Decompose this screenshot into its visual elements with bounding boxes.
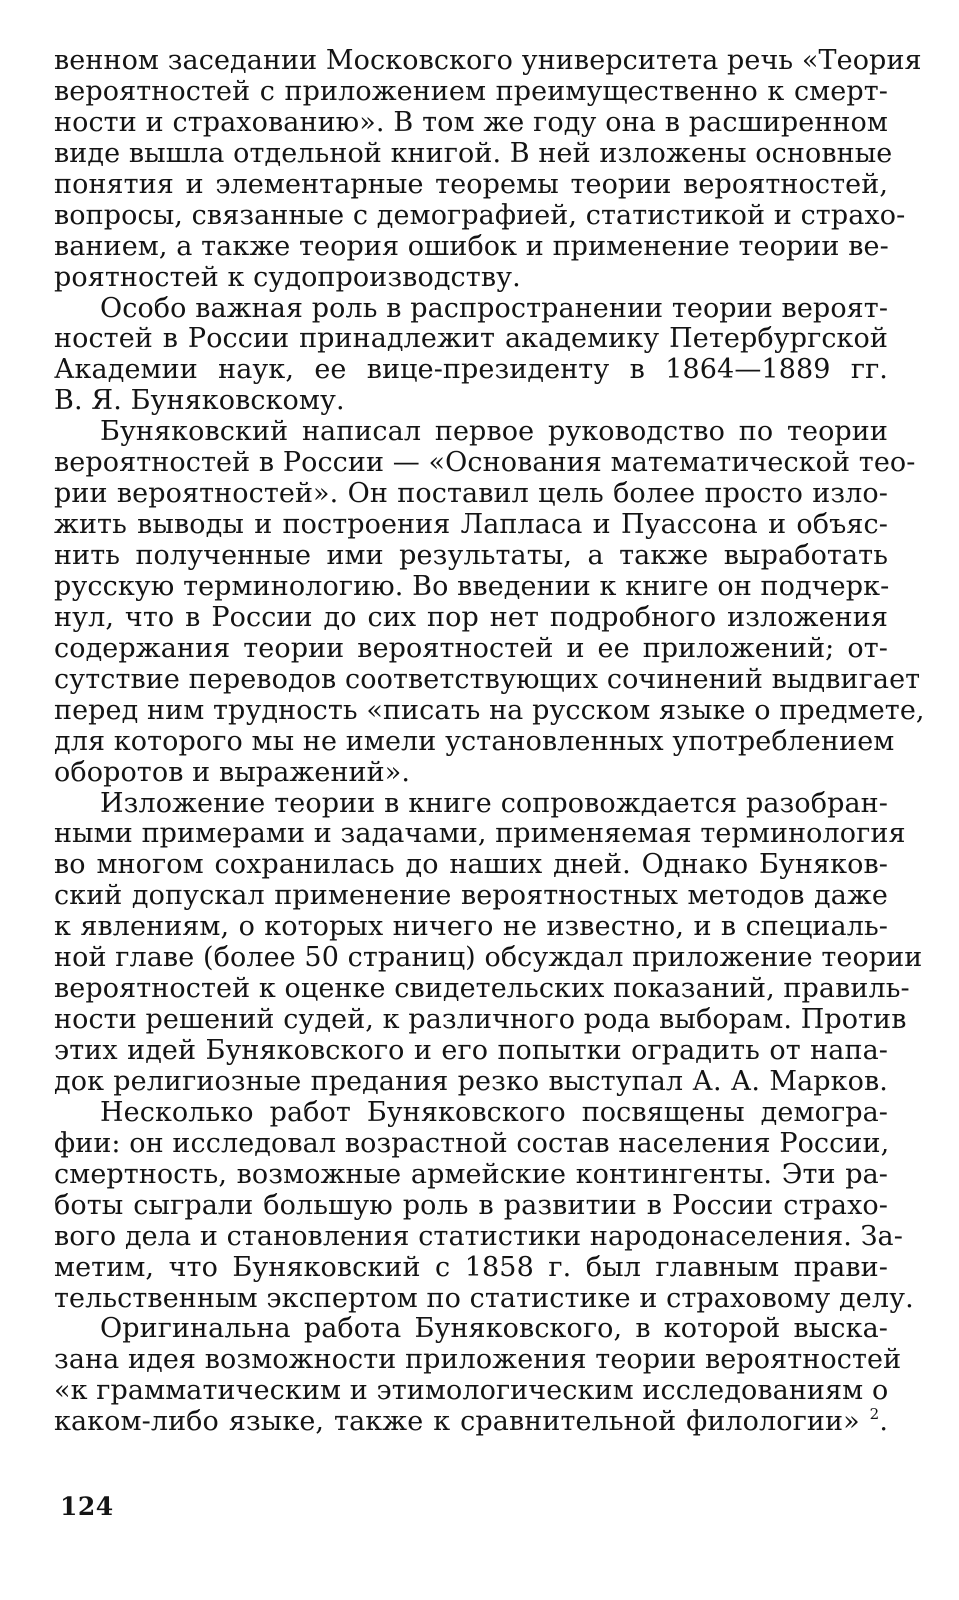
text-line: ванием, а также теория ошибок и применение теории ве- bbox=[54, 230, 889, 262]
text-line: вероятностей к оценке свидетельских показаний, правиль- bbox=[54, 973, 910, 1005]
footnote-marker: 2 bbox=[869, 1405, 880, 1424]
paragraph-1 bbox=[54, 45, 922, 294]
text-line: жить выводы и построения Лапласа и Пуассона и объяс- bbox=[54, 509, 888, 541]
page-body bbox=[54, 45, 925, 1438]
text-line: Буняковский написал первое руководство по теории bbox=[100, 416, 888, 448]
trailing-punctuation: . bbox=[879, 1406, 889, 1438]
text-segment: каком-либо языке, также к сравнительной филологии» bbox=[54, 1406, 860, 1438]
text-line: понятия и элементарные теоремы теории вероятностей, bbox=[54, 168, 888, 200]
text-line: для которого мы не имели установленных употреблением bbox=[54, 725, 895, 757]
text-line: ными примерами и задачами, применяемая терминология bbox=[54, 818, 906, 850]
text-line: зана идея возможности приложения теории вероятностей bbox=[54, 1344, 902, 1376]
text-line: вероятностей в России — «Основания математической тео- bbox=[54, 447, 916, 479]
text-line: боты сыграли большую роль в развитии в России страхо- bbox=[54, 1189, 888, 1221]
text-line: Оригинальна работа Буняковского, в которой выска- bbox=[100, 1313, 888, 1345]
paragraph-2 bbox=[54, 294, 888, 418]
text-line: «к грамматическим и этимологическим исследованиям о bbox=[54, 1375, 889, 1407]
text-line: Изложение теории в книге сопровождается разобран- bbox=[100, 787, 888, 819]
text-line: вопросы, связанные с демографией, статистикой и страхо- bbox=[54, 199, 906, 231]
text-line: венном заседании Московского университета речь «Теория bbox=[54, 45, 922, 76]
text-line: сутствие переводов соответствующих сочинений выдвигает bbox=[54, 663, 921, 695]
text-line: нул, что в России до сих пор нет подробного изложения bbox=[54, 601, 888, 633]
paragraph-3 bbox=[54, 416, 925, 788]
text-line: метим, что Буняковский с 1858 г. был главным прави- bbox=[54, 1251, 888, 1283]
text-line: рии вероятностей». Он поставил цель более просто изло- bbox=[54, 478, 888, 510]
text-line: ности решений судей, к различного рода выборам. Против bbox=[54, 1004, 907, 1036]
text-line: ский допускал применение вероятностных методов даже bbox=[54, 880, 888, 912]
text-line: русскую терминологию. Во введении к книге он подчерк- bbox=[54, 570, 890, 602]
text-line: роятностей к судопроизводству. bbox=[54, 261, 521, 293]
text-line: нить полученные ими результаты, а также выработать bbox=[54, 540, 888, 571]
text-line: Несколько работ Буняковского посвящены демогра- bbox=[100, 1096, 888, 1128]
text-line: фии: он исследовал возрастной состав населения России, bbox=[54, 1127, 890, 1159]
text-line: ной главе (более 50 страниц) обсуждал приложение теории bbox=[54, 942, 923, 974]
text-line: во многом сохранилась до наших дней. Однако Буняков- bbox=[54, 849, 888, 881]
text-line: ностей в России принадлежит академику Петербургской bbox=[54, 323, 888, 355]
text-line: тельственным экспертом по статистике и страховому делу. bbox=[54, 1282, 914, 1314]
text-line: док религиозные предания резко выступал А. А. Марков. bbox=[54, 1065, 888, 1097]
text-line: смертность, возможные армейские контингенты. Эти ра- bbox=[54, 1158, 888, 1190]
text-line: к явлениям, о которых ничего не известно, и в специаль- bbox=[54, 911, 888, 943]
text-line: виде вышла отдельной книгой. В ней изложены основные bbox=[54, 137, 893, 169]
page-number: 124 bbox=[60, 1492, 114, 1521]
text-line: Академии наук, ее вице-президенту в 1864—1889 гг. bbox=[54, 354, 888, 386]
text-line: этих идей Буняковского и его попытки оградить от напа- bbox=[54, 1035, 888, 1066]
text-line: оборотов и выражений». bbox=[54, 756, 411, 788]
text-line: Особо важная роль в распространении теории вероят- bbox=[100, 292, 889, 324]
text-line-with-footnote bbox=[54, 1407, 888, 1438]
text-line: вероятностей с приложением преимущественно к смерт- bbox=[54, 75, 888, 107]
text-line: вого дела и становления статистики народонаселения. За- bbox=[54, 1220, 903, 1252]
text-line: В. Я. Буняковскому. bbox=[54, 385, 345, 417]
paragraph-5 bbox=[54, 1096, 914, 1315]
text-line: перед ним трудность «писать на русском языке о предмете, bbox=[54, 694, 925, 726]
paragraph-4 bbox=[54, 787, 923, 1098]
text-line: содержания теории вероятностей и ее приложений; от- bbox=[54, 632, 888, 664]
paragraph-6 bbox=[54, 1313, 902, 1438]
text-line: ности и страхованию». В том же году она в расширенном bbox=[54, 106, 888, 138]
